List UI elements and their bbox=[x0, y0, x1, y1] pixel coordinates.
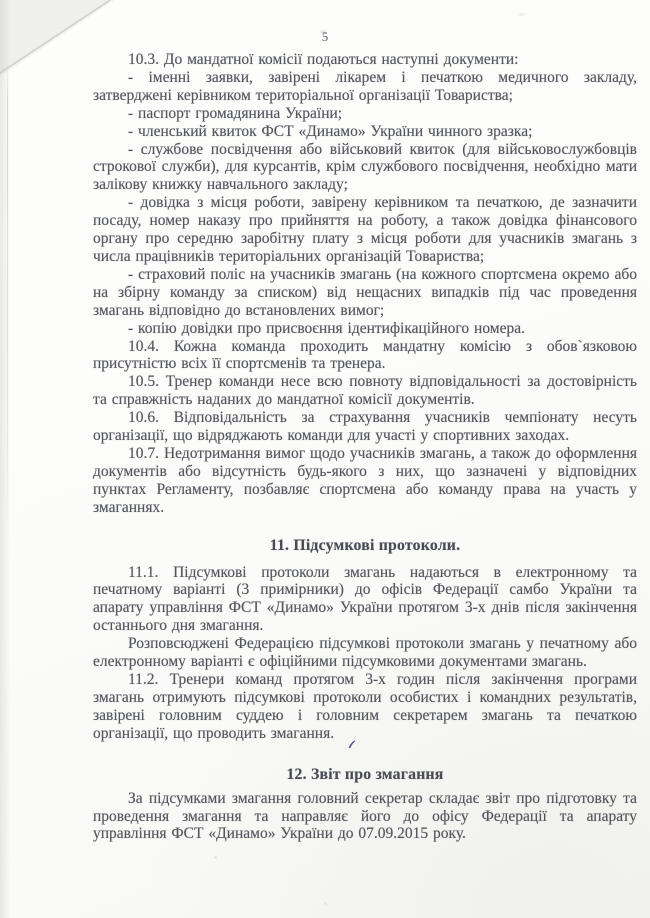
para-10-4: 10.4. Кожна команда проходить мандатну комісію з обов`язковою присутністю всіх її спортсменів та тренера. bbox=[93, 337, 637, 373]
para-12-1: За підсумками змагання головний секретар складає звіт про підготовку та проведення змагання та направляє його до офісу Федерації та апарату управління ФСТ «Динамо» України до 07.09.2015 року. bbox=[93, 789, 637, 843]
page-number: 5 bbox=[321, 30, 329, 44]
doc-list-item-work-certificate: - довідка з місця роботи, завірену керівником та печаткою, де зазначити посаду, номер наказу про прийняття на роботу, а також довідка фінансового органу про середню заробітну плату з місця роботи для учасників змагань з числа працівників територіальних організацій Товариства; bbox=[93, 194, 637, 265]
para-11-1: 11.1. Підсумкові протоколи змагань надаються в електронному та печатному варіанті (3 примірники) до офісів Федерації самбо України та апарату управління ФСТ «Динамо» України протягом 3-х днів після закінчення останнього дня змагання. bbox=[93, 563, 637, 635]
doc-list-item-insurance-policy: - страховий поліс на учасників змагань (на кожного спортсмена окремо або на збірну команду за списком) від нещасних випадків під час проведення змагань відповідно до встановлених вимог; bbox=[93, 265, 637, 319]
doc-list-item-service-id: - службове посвідчення або військовий квиток (для військовослужбовців строкової служби), для курсантів, крім службового посвідчення, необхідно мати залікову книжку навчального закладу; bbox=[93, 140, 637, 194]
doc-list-item-id-number-copy: - копію довідки про присвоєння ідентифікаційного номера. bbox=[128, 319, 525, 337]
para-10-6: 10.6. Відповідальність за страхування учасників чемпіонату несуть організації, що відряджають команди для участі у спортивних заходах. bbox=[93, 409, 637, 445]
document-content bbox=[0, 51, 650, 843]
para-protocols-distribution: Розповсюджені Федерацією підсумкові протоколи змагань у печатному або електронному варіанті є офіційними підсумковими документами змагань. bbox=[93, 635, 637, 671]
doc-list-item-entry-applications: - іменні заявки, завірені лікарем і печаткою медичного закладу, затверджені керівником територіальної організації Товариства; bbox=[93, 68, 637, 104]
para-11-2: 11.2. Тренери команд протягом 3-х годин після закінчення програми змагань отримують підсумкові протоколи особистих і командних результатів, завірені головним суддею і головним секретарем змагань та печаткою організації, що проводить змагання. bbox=[93, 671, 637, 742]
doc-list-item-passport: - паспорт громадянина України; bbox=[128, 104, 343, 122]
scan-speck bbox=[214, 856, 217, 859]
para-10-3: 10.3. До мандатної комісії подаються наступні документи: bbox=[128, 51, 519, 68]
ink-mark-artifact bbox=[346, 739, 356, 750]
scan-speck bbox=[324, 902, 327, 905]
section-heading-11: 11. Підсумкові протоколи. bbox=[269, 536, 461, 554]
doc-list-item-membership-card: - членський квиток ФСТ «Динамо» України чинного зразка; bbox=[128, 122, 533, 140]
para-10-5: 10.5. Тренер команди несе всю повноту відповідальності за достовірність та справжність наданих до мандатної комісії документів. bbox=[93, 373, 637, 409]
section-heading-12: 12. Звіт про змагання bbox=[286, 765, 444, 783]
page-corner-fold-artifact bbox=[0, 0, 114, 76]
para-10-7: 10.7. Недотримання вимог щодо учасників змагань, а також до оформлення документів або відсутність будь-якого з них, що зазначені у відповідних пунктах Регламенту, позбавляє спортсмена або команду права на участь у змаганнях. bbox=[93, 444, 637, 516]
